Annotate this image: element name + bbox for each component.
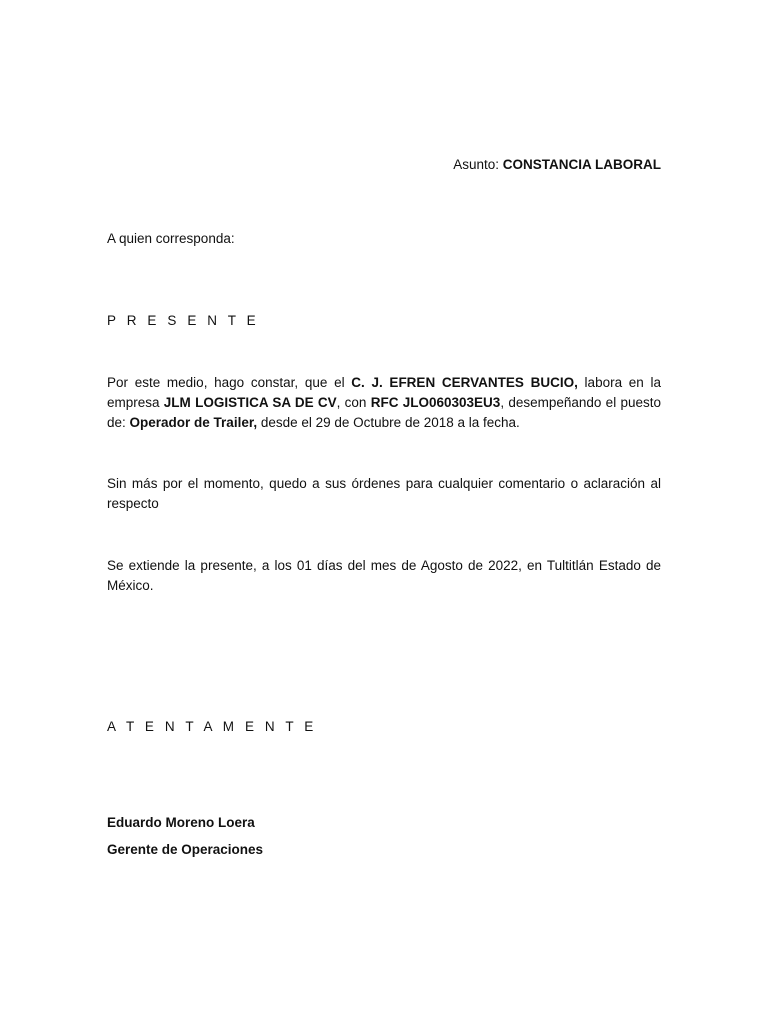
body-text-5: desde el 29 de Octubre de 2018 a la fecha. bbox=[257, 415, 520, 430]
atentamente-heading: A T E N T A M E N T E bbox=[107, 719, 317, 734]
closing-paragraph: Sin más por el momento, quedo a sus órdenes para cualquier comentario o aclaración al respecto bbox=[107, 476, 661, 511]
body-text-2: labora en la empresa bbox=[107, 375, 662, 410]
presente-heading: P R E S E N T E bbox=[107, 313, 260, 328]
signer-title bbox=[107, 840, 661, 860]
signer-name-text: Eduardo Moreno Loera bbox=[107, 815, 255, 830]
body-text-1: Por este medio, hago constar, que el bbox=[107, 375, 352, 390]
body-text-4: , desempeñando el puesto de: bbox=[107, 395, 661, 430]
subject-label: Asunto: bbox=[453, 157, 503, 172]
job-position: Operador de Trailer, bbox=[129, 415, 258, 430]
subject-line bbox=[453, 155, 661, 175]
body-text-3: , con bbox=[336, 395, 371, 410]
date-paragraph: Se extiende la presente, a los 01 días del mes de Agosto de 2022, en Tultitlán Estado de México. bbox=[107, 558, 661, 593]
body-paragraph bbox=[107, 373, 661, 433]
subject-value: CONSTANCIA LABORAL bbox=[502, 157, 661, 172]
salutation: A quien corresponda: bbox=[107, 231, 235, 246]
employee-name: C. J. EFREN CERVANTES BUCIO, bbox=[351, 375, 578, 390]
company-name: JLM LOGISTICA SA DE CV bbox=[163, 395, 337, 410]
signer-title-text: Gerente de Operaciones bbox=[107, 842, 264, 857]
signer-name bbox=[107, 813, 661, 833]
company-rfc: RFC JLO060303EU3 bbox=[370, 395, 501, 410]
